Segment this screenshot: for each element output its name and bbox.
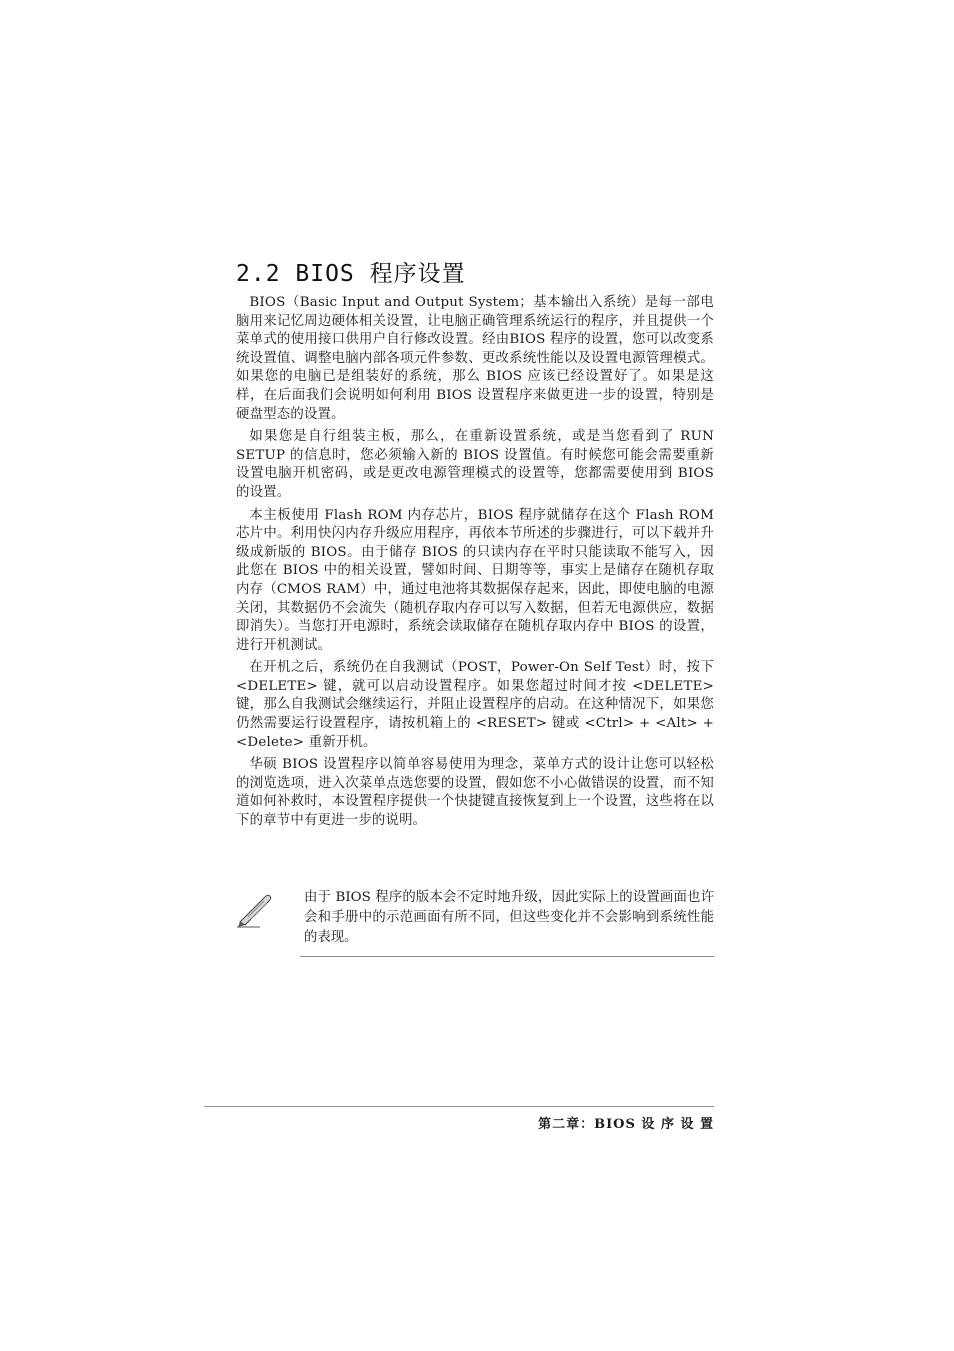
paragraph-post-delete: 在开机之后，系统仍在自我测试（POST，Power-On Self Test）时，按下 <DELETE> 键，就可以启动设置程序。如果您超过时间才按 <DELETE> 键，那么自我测试会继续运行，并阻止设置程序的启动。在这种情况下，如果您仍然需要运行设置程序，请按机箱上的 <RESET> 键或 <Ctrl> + <Alt> + <Delete> 重新开机。 <box>236 660 714 750</box>
paragraph-flash-rom: 本主板使用 Flash ROM 内存芯片，BIOS 程序就储存在这个 Flash ROM 芯片中。利用快闪内存升级应用程序，再依本节所述的步骤进行，可以下载并升级成新版的 BIOS。由于储存 BIOS 的只读内存在平时只能读取不能写入，因此您在 BIOS 中的相关设置，譬如时间、日期等等，事实上是储存在随机存取内存（CMOS RAM）中，通过电池将其数据保存起来，因此，即使电脑的电源关闭，其数据仍不会流失（随机存取内存可以写入数据，但若无电源供应，数据即消失）。当您打开电源时，系统会读取储存在随机存取内存中 BIOS 的设置，进行开机测试。 <box>236 507 714 653</box>
section-title: 2.2 BIOS 程序设置 <box>236 261 466 287</box>
body-text <box>236 294 714 835</box>
pen-note-icon <box>236 892 274 928</box>
paragraph-bios-intro: BIOS（Basic Input and Output System；基本输出入系统）是每一部电脑用来记忆周边硬体相关设置，让电脑正确管理系统运行的程序，并且提供一个菜单式的使用接口供用户自行修改设置。经由BIOS 程序的设置，您可以改变系统设置值、调整电脑内部各项元件参数、更改系统性能以及设置电源管理模式。如果您的电脑已是组装好的系统，那么 BIOS 应该已经设置好了。如果是这样，在后面我们会说明如何利用 BIOS 设置程序来做更进一步的设置，特别是硬盘型态的设置。 <box>236 295 714 422</box>
note-box <box>236 888 714 958</box>
note-text: 由于 BIOS 程序的版本会不定时地升级，因此实际上的设置画面也许会和手册中的示范画面有所不同，但这些变化并不会影响到系统性能的表现。 <box>304 890 714 945</box>
footer-chapter-label: 第二章：BIOS 设 序 设 置 <box>538 1117 714 1132</box>
footer-divider <box>204 1106 714 1107</box>
paragraph-run-setup: 如果您是自行组装主板，那么，在重新设置系统，或是当您看到了 RUN SETUP 的信息时，您必须输入新的 BIOS 设置值。有时候您可能会需要重新设置电脑开机密码，或是更改电源管理模式的设置等，您都需要使用到 BIOS 的设置。 <box>236 429 714 500</box>
note-divider <box>300 956 714 957</box>
paragraph-asus-bios: 华硕 BIOS 设置程序以简单容易使用为理念，菜单方式的设计让您可以轻松的浏览选项，进入次菜单点选您要的设置，假如您不小心做错误的设置，而不知道如何补救时，本设置程序提供一个快捷键直接恢复到上一个设置，这些将在以下的章节中有更进一步的说明。 <box>236 757 714 829</box>
